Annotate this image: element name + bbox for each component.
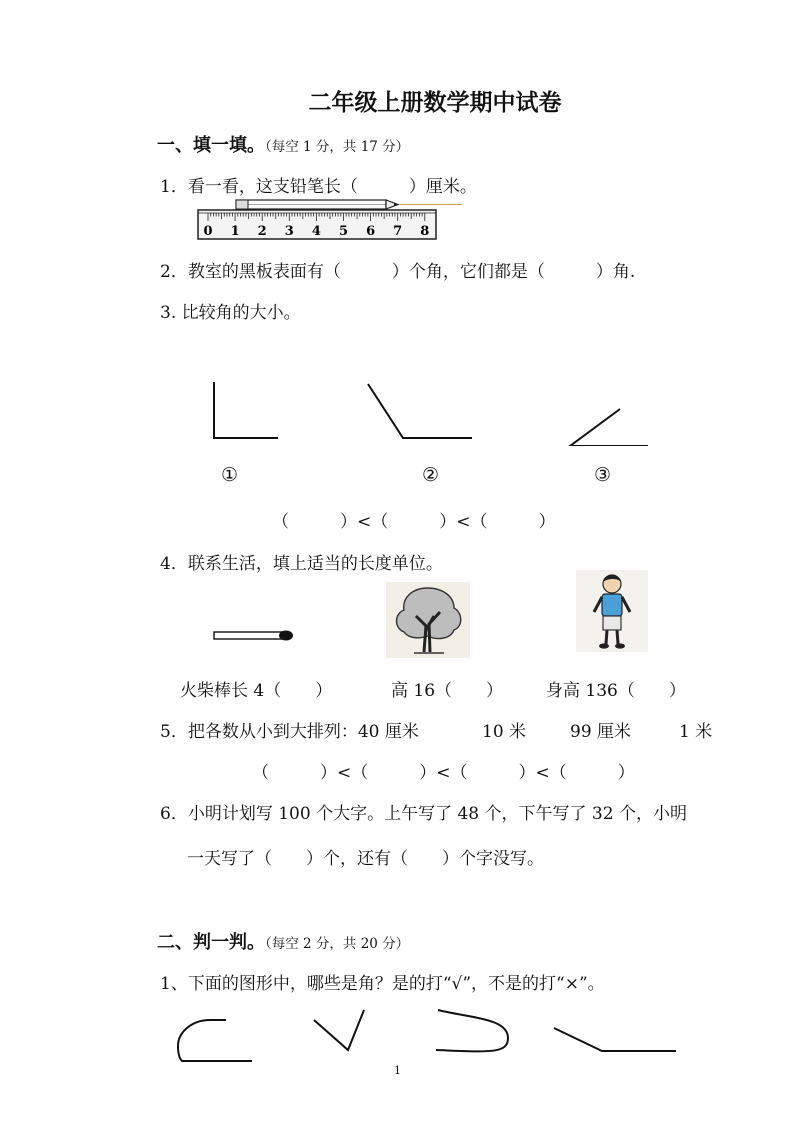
curved-figure-3 xyxy=(436,1010,508,1051)
question-2-1: 1、下面的图形中，哪些是角？是的打“√”，不是的打“×”。 xyxy=(160,974,605,994)
curved-figure-1 xyxy=(178,1020,252,1061)
judge-figures xyxy=(170,1004,690,1066)
angle-compare-answer: （ ）<（ ）<（ ） xyxy=(272,512,556,532)
ruler-tick-label: 6 xyxy=(366,224,376,239)
section2-heading xyxy=(157,928,409,954)
obtuse-angle-figure xyxy=(368,384,472,438)
question-1-6-line1: 6．小明计划写 100 个大字。上午写了 48 个，下午写了 32 个，小明 xyxy=(160,804,687,824)
ruler-tick-label: 3 xyxy=(284,224,294,239)
section1-heading-text: 一、填一填。 xyxy=(157,135,265,156)
section2-heading-text: 二、判一判。 xyxy=(157,932,265,953)
question-1-2: 2．教室的黑板表面有（ ）个角，它们都是（ ）角. xyxy=(160,262,636,282)
angle-figure-2 xyxy=(314,1010,364,1050)
question-1-5: 5．把各数从小到大排列：40 厘米 xyxy=(160,722,419,742)
q4-tree-item: 高 16（ ） xyxy=(391,681,504,701)
tree-icon xyxy=(386,582,470,658)
question-1-1: 1．看一看，这支铅笔长（ ）厘米。 xyxy=(160,177,477,197)
acute-angle-figure xyxy=(570,409,648,446)
angle-figures xyxy=(200,376,660,446)
q5-value-1m: 1 米 xyxy=(679,722,713,742)
angle-label-2: ② xyxy=(422,464,440,486)
q5-value-10m: 10 米 xyxy=(482,722,527,742)
q4-boy-item: 身高 136（ ） xyxy=(546,681,686,701)
ruler-with-pencil xyxy=(196,196,466,242)
q5-answer-blanks: （ ）<（ ）<（ ）<（ ） xyxy=(252,763,635,783)
question-1-6-line2: 一天写了（ ）个，还有（ ）个字没写。 xyxy=(187,849,544,869)
ruler-tick-label: 8 xyxy=(420,224,430,239)
q4-matchstick-item: 火柴棒长 4（ ） xyxy=(180,681,333,701)
ruler-tick-label: 1 xyxy=(230,224,240,239)
pencil-icon xyxy=(236,200,462,209)
angle-label-1: ① xyxy=(221,464,239,486)
q5-value-99cm: 99 厘米 xyxy=(570,722,632,742)
ruler-tick-label: 7 xyxy=(393,224,403,239)
section2-score-note: （每空 2 分，共 20 分） xyxy=(265,936,410,952)
boy-icon xyxy=(576,570,648,652)
ruler-tick-label: 5 xyxy=(338,224,349,239)
matchstick-icon xyxy=(212,629,296,643)
ruler-tick-label: 4 xyxy=(311,224,321,239)
right-angle-figure xyxy=(214,382,278,438)
page-number: 1 xyxy=(394,1064,401,1077)
ruler-tick-label: 2 xyxy=(257,224,267,239)
question-1-4: 4．联系生活，填上适当的长度单位。 xyxy=(160,554,443,574)
ruler-tick-label: 0 xyxy=(203,224,213,239)
question-1-3: 3. 比较角的大小。 xyxy=(160,303,301,323)
page-title: 二年级上册数学期中试卷 xyxy=(308,89,562,116)
angle-figure-4 xyxy=(554,1028,676,1051)
section1-heading xyxy=(157,131,409,157)
section1-score-note: （每空 1 分，共 17 分） xyxy=(265,139,410,155)
angle-label-3: ③ xyxy=(594,464,612,486)
